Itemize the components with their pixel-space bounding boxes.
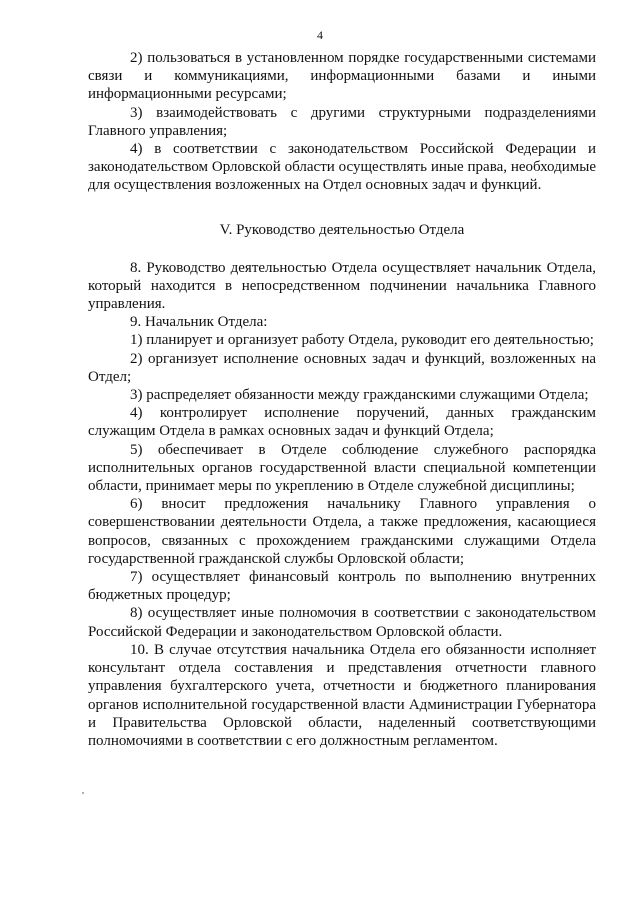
paragraph: 3) взаимодействовать с другими структурными подразделениями Главного управления;: [88, 104, 596, 139]
paragraph: 9. Начальник Отдела:: [130, 314, 268, 331]
page-number: 4: [317, 28, 323, 42]
paragraph: 8. Руководство деятельностью Отдела осуществляет начальник Отдела, который находится в непосредственном подчинении начальника Главного управления.: [88, 259, 596, 313]
list-item: 4) контролирует исполнение поручений, данных гражданским служащим Отдела в рамках основных задач и функций Отдела;: [88, 405, 596, 440]
paragraph: 10. В случае отсутствия начальника Отдела его обязанности исполняет консультант отдела составления и представления отчетности главного управления бухгалтерского учета, отчетности и бюджетного планирования органов исполнительной государственной власти Администрации Губернатора и Правительства Орловской области, наделенный соответствующими полномочиями в соответствии с его должностным регламентом.: [88, 641, 596, 749]
list-item: 1) планирует и организует работу Отдела, руководит его деятельностью;: [130, 332, 594, 349]
list-item: 7) осуществляет финансовый контроль по выполнению внутренних бюджетных процедур;: [88, 569, 596, 604]
paragraph: 2) пользоваться в установленном порядке государственными системами связи и коммуникациями, информационными базами и иными информационными ресурсами;: [88, 50, 596, 103]
list-item: 2) организует исполнение основных задач и функций, возложенных на Отдел;: [88, 350, 596, 385]
list-item: 8) осуществляет иные полномочия в соответствии с законодательством Российской Федерации и законодательством Орловской области.: [88, 605, 596, 640]
paragraph: 4) в соответствии с законодательством Российской Федерации и законодательством Орловской области осуществлять иные права, необходимые для осуществления возложенных на Отдел основных задач и функций.: [88, 141, 596, 194]
section-heading: V. Руководство деятельностью Отдела: [219, 221, 465, 238]
list-item: 3) распределяет обязанности между гражданскими служащими Отдела;: [130, 387, 589, 404]
document-body: [88, 49, 596, 750]
scan-speck: [82, 792, 84, 794]
list-item: 6) вносит предложения начальнику Главного управления о совершенствовании деятельности Отдела, а также предложения, касающиеся вопросов, связанных с прохождением гражданскими служащими Отдела государственной гражданской службы Орловской области;: [88, 496, 596, 567]
list-item: 5) обеспечивает в Отделе соблюдение служебного распорядка исполнительных органов государственной власти специальной компетенции области, принимает меры по укреплению в Отделе служебной дисциплины;: [88, 441, 596, 495]
